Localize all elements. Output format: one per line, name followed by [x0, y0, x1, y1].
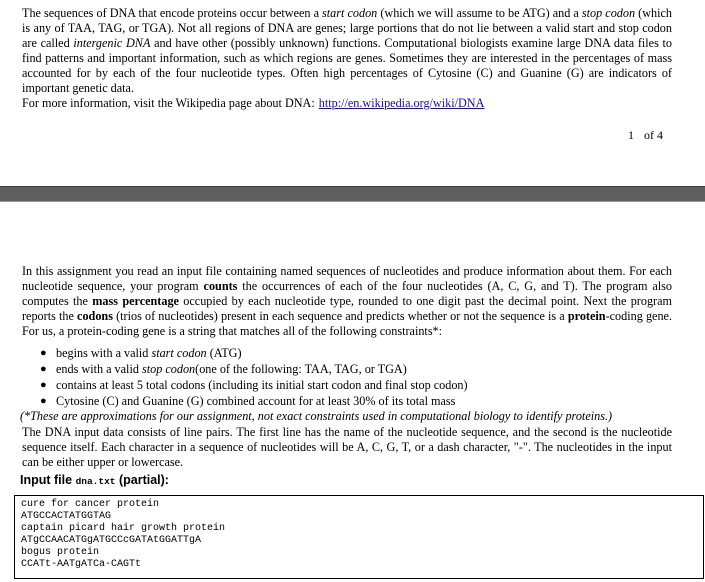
protein-term: protein: [567, 309, 606, 323]
code-line: ATGCCACTATGGTAG: [21, 511, 112, 522]
assignment-paragraph: In this assignment you read an input file containing named sequences of nucleotides and produce information about them. For each nucleotide sequence, your program counts the occurrences of each of the four nucleotides (A, C, G, and T). The program also computes the mass percentage occupied by each nucleotide type, rounded to one digit past the decimal point. Next the program reports the codons (trios of nucleotides) present in each sequence and predicts whether or not the sequence is a protein-coding gene. For us, a protein-coding gene is a string that matches all of the following constraints*:: [22, 264, 672, 338]
code-line: CCATt-AATgATCa-CAGTt: [21, 559, 142, 570]
intro-paragraph: The sequences of DNA that encode proteins occur between a start codon (which we will assume to be ATG) and a stop codon (which is any of TAA, TAG, or TGA). Not all regions of DNA are genes; large portions that do not lie between a valid start and stop codon are called intergenic DNA and have other (possibly unknown) functions. Computational biologists examine large DNA data files to find patterns and important information, such as which regions are genes. Sometimes they are interested in the percentages of mass accounted for by each of the four nucleotide types. Often high percentages of Cytosine (C) and Guanine (G) are indicators of important genetic data. For more information, visit the Wikipedia page about DNA: http://en.wikipedia.org/wiki/DNA: [22, 6, 673, 110]
constraint-item: ● begins with a valid start codon (ATG): [40, 346, 242, 360]
page-break-gutter: [0, 186, 705, 202]
bullet-icon: ●: [40, 395, 47, 407]
constraint-item: ● ends with a valid stop codon(one of the following: TAA, TAG, or TGA): [40, 362, 407, 376]
mass-percentage-term: mass percentage: [92, 294, 179, 308]
start-codon-term: start codon: [322, 6, 378, 20]
input-file-code-box: [14, 495, 704, 579]
constraint-item: ● Cytosine (C) and Guanine (G) combined account for at least 30% of its total mass: [40, 394, 456, 408]
page-number: [628, 128, 663, 143]
code-line: captain picard hair growth protein: [21, 523, 226, 534]
input-file-heading: Input file dna.txt (partial):: [20, 473, 169, 487]
constraints-list: [40, 345, 600, 409]
stop-codon-term: stop codon: [581, 6, 636, 20]
constraint-item: ● contains at least 5 total codons (including its initial start codon and final stop codon): [40, 378, 468, 392]
counts-term: counts: [203, 279, 238, 293]
bullet-icon: ●: [40, 347, 47, 359]
code-line: bogus protein: [21, 547, 100, 558]
code-line: ATgCCAACATGgATGCCcGATAtGGATTgA: [21, 535, 202, 546]
input-description-paragraph: The DNA input data consists of line pairs. The first line has the name of the nucleotide sequence, and the second is the nucleotide sequence itself. Each character in a sequence of nucleotides will be A, C, G, T, or a dash character, "-". The nucleotides in the input can be either upper or lowercase.: [22, 425, 672, 469]
input-file-name: dna.txt: [75, 476, 116, 487]
page-total: of 4: [644, 128, 663, 142]
wikipedia-dna-link[interactable]: http://en.wikipedia.org/wiki/DNA: [318, 96, 485, 110]
code-line: cure for cancer protein: [21, 499, 160, 510]
more-info-text: For more information, visit the Wikipedia page about DNA:: [22, 96, 315, 110]
bullet-icon: ●: [40, 363, 47, 375]
codons-term: codons: [77, 309, 113, 323]
bullet-icon: ●: [40, 379, 47, 391]
document-page-1: [0, 0, 705, 186]
intergenic-dna-term: intergenic DNA: [73, 36, 151, 50]
current-page: 1: [628, 128, 634, 142]
approximation-note: (*These are approximations for our assignment, not exact constraints used in computational biology to identify proteins.): [20, 409, 613, 423]
